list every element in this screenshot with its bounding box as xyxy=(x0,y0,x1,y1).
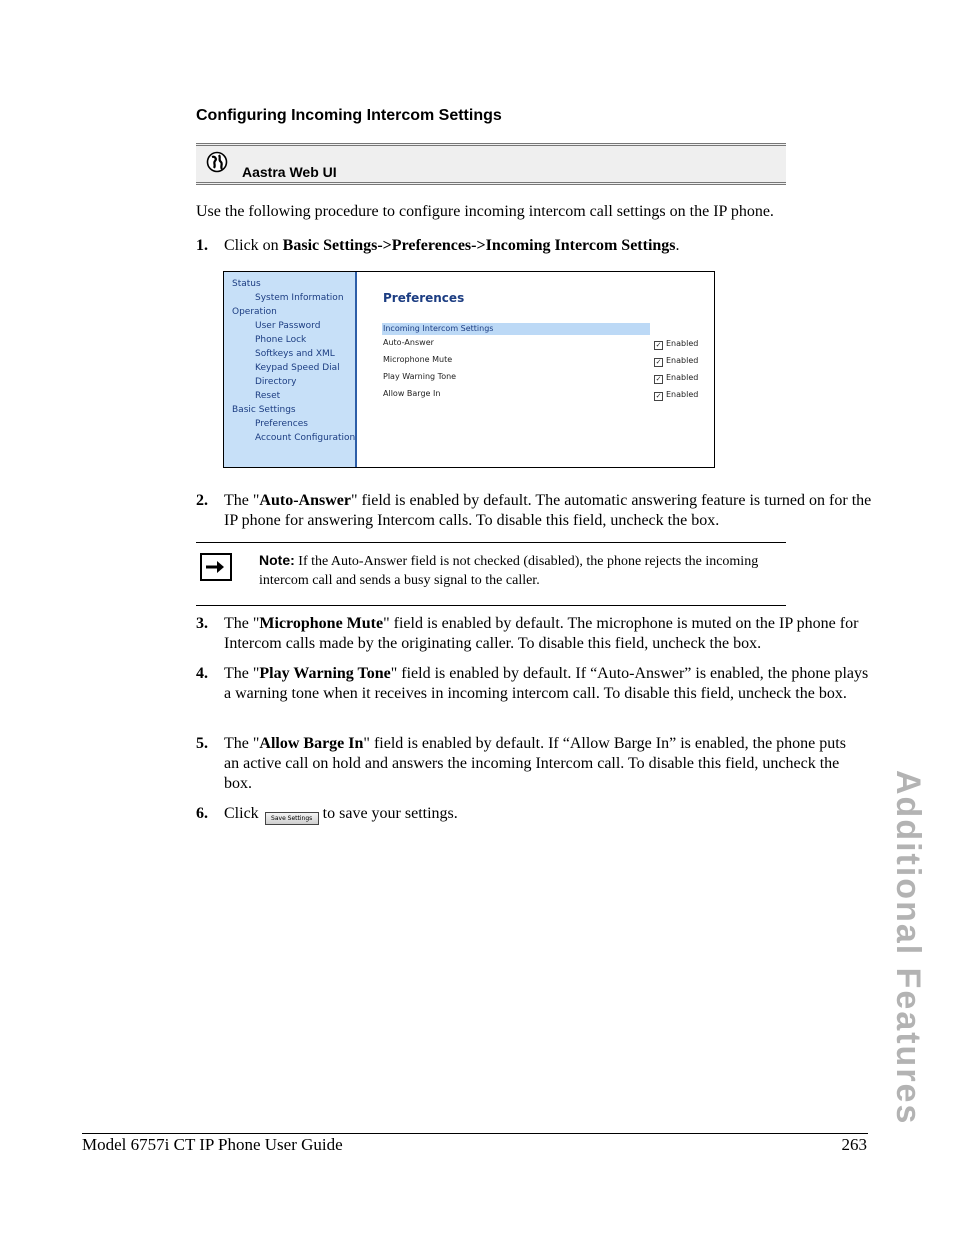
play-warning-tone-checkbox[interactable]: ✓ Enabled xyxy=(655,373,699,383)
nav-item[interactable]: Basic Settings xyxy=(232,405,296,415)
step-number: 5. xyxy=(196,735,208,752)
web-ui-screenshot xyxy=(223,271,715,468)
navigation-sidebar xyxy=(224,272,357,467)
nav-item[interactable]: Softkeys and XML xyxy=(255,349,335,359)
footer-divider xyxy=(82,1133,868,1134)
intercom-settings-header: Incoming Intercom Settings xyxy=(382,323,650,335)
nav-item[interactable]: Account Configuration xyxy=(255,433,356,443)
step-number: 6. xyxy=(196,805,208,822)
page-number: 263 xyxy=(841,1135,867,1154)
step-text: The "Allow Barge In" field is enabled by default. If “Allow Barge In” is enabled, the phone puts an active call on hold and answers the incoming Intercom call. To disable this field, uncheck the box. xyxy=(224,735,846,792)
microphone-mute-checkbox[interactable]: ✓ Enabled xyxy=(655,356,699,366)
nav-item[interactable]: Directory xyxy=(255,377,297,387)
step-text: Click Save Settings to save your settings. xyxy=(224,804,874,825)
note-text: Note: If the Auto-Answer field is not checked (disabled), the phone rejects the incoming intercom call and sends a busy signal to the caller. xyxy=(259,552,759,588)
nav-item[interactable]: Reset xyxy=(255,391,281,401)
allow-barge-in-label: Allow Barge In xyxy=(383,389,441,398)
microphone-mute-label: Microphone Mute xyxy=(383,355,453,364)
intro-text: Use the following procedure to configure incoming intercom call settings on the IP phone. xyxy=(196,203,774,220)
play-warning-tone-label: Play Warning Tone xyxy=(383,372,457,381)
note-divider xyxy=(196,542,786,543)
step-number: 3. xyxy=(196,615,208,632)
note-label: Note: xyxy=(259,552,295,568)
nav-item[interactable]: User Password xyxy=(255,321,321,331)
nav-item[interactable]: System Information xyxy=(255,293,344,303)
step-number: 4. xyxy=(196,665,208,682)
step-number: 2. xyxy=(196,492,208,509)
auto-answer-checkbox[interactable]: ✓ Enabled xyxy=(655,339,699,349)
step-text: Click on Basic Settings->Preferences->Incoming Intercom Settings. xyxy=(224,237,680,254)
auto-answer-label: Auto-Answer xyxy=(383,338,434,347)
step-number: 1. xyxy=(196,237,208,254)
nav-item[interactable]: Operation xyxy=(232,307,277,317)
chapter-side-tab: Additional Features xyxy=(889,770,927,1126)
arrow-right-icon xyxy=(200,553,232,581)
preferences-title: Preferences xyxy=(383,291,465,305)
section-title: Configuring Incoming Intercom Settings xyxy=(196,107,502,124)
step-text: The "Auto-Answer" field is enabled by default. The automatic answering feature is turned on for the IP phone for answering Intercom calls. To disable this field, uncheck the box. xyxy=(224,492,872,529)
step-text: The "Play Warning Tone" field is enabled by default. If “Auto-Answer” is enabled, the phone plays a warning tone when it receives in incoming intercom call. To disable this field, uncheck the box. xyxy=(224,665,869,702)
note-divider xyxy=(196,605,786,606)
allow-barge-in-checkbox[interactable]: ✓ Enabled xyxy=(655,390,699,400)
nav-item[interactable]: Keypad Speed Dial xyxy=(255,363,340,373)
web-ui-banner xyxy=(196,143,786,185)
nav-item[interactable]: Phone Lock xyxy=(255,335,307,345)
menu-path: Basic Settings->Preferences->Incoming Intercom Settings xyxy=(282,237,676,254)
globe-icon xyxy=(206,151,228,173)
step-text: The "Microphone Mute" field is enabled by default. The microphone is muted on the IP phone for Intercom calls made by the originating caller. To disable this field, uncheck the box. xyxy=(224,615,859,652)
web-ui-label: Aastra Web UI xyxy=(242,164,337,180)
save-settings-button[interactable]: Save Settings xyxy=(265,812,319,825)
footer-guide-title: Model 6757i CT IP Phone User Guide xyxy=(82,1135,343,1154)
nav-item[interactable]: Preferences xyxy=(255,419,308,429)
nav-item[interactable]: Status xyxy=(232,279,261,289)
